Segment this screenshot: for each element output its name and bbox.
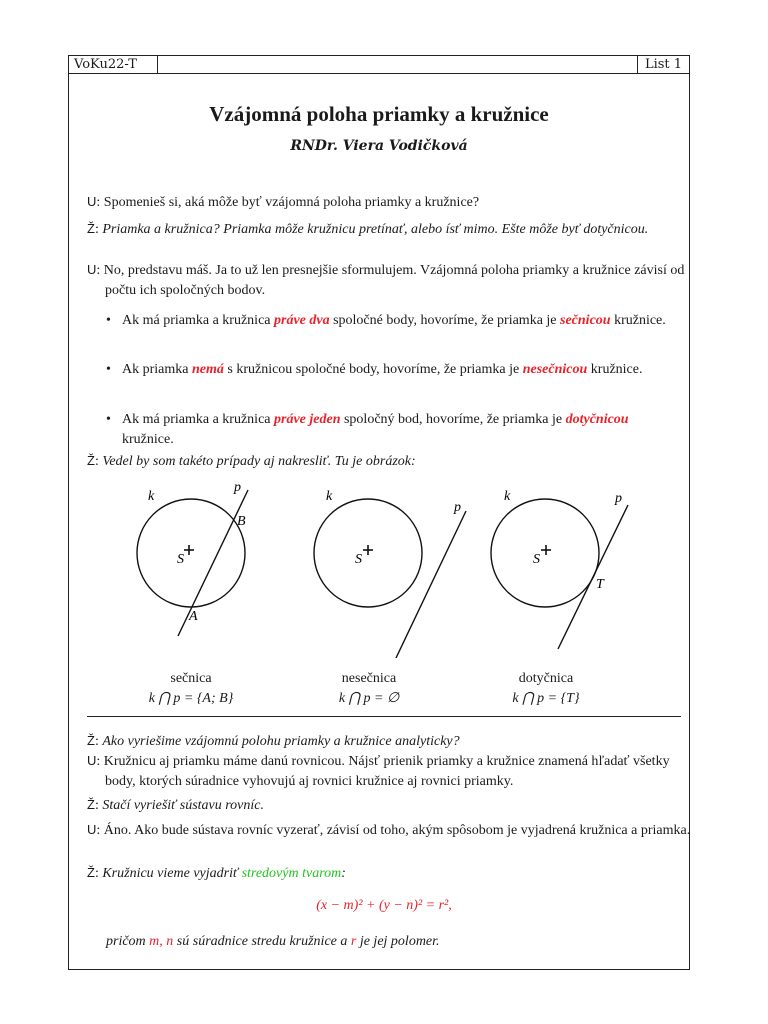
bullet-text: kružnice.: [122, 432, 174, 447]
final-vars: m, n: [149, 934, 174, 949]
bullet-text: kružnice.: [610, 313, 666, 328]
label-circle: k: [148, 489, 155, 504]
label-point-a: A: [189, 609, 198, 624]
dialog-text: Vedel by som takéto prípady aj nakresliť. Tu je obrázok:: [102, 454, 416, 469]
dialog-line-1: U: Spomenieš si, aká môže byť vzájomná poloha priamky a kružnice?: [87, 194, 480, 210]
label-center: S: [533, 552, 540, 567]
bullet-text: Ak priamka: [122, 362, 192, 377]
bullet-text: s kružnicou spoločné body, hovoríme, že priamka je: [223, 362, 523, 377]
speaker-label: Ž: [87, 453, 95, 468]
bullet-dot: •: [106, 412, 111, 427]
dialog-line-9: Ž: Kružnicu vieme vyjadriť stredovým tvarom:: [87, 865, 346, 881]
final-var-r: r: [350, 934, 357, 949]
caption-title: dotyčnica: [518, 671, 574, 686]
bullet-emphasis: sečnicou: [560, 313, 611, 328]
bullet-dot: •: [106, 313, 111, 328]
bullet-text: kružnice.: [587, 362, 643, 377]
caption-title: nesečnica: [341, 671, 397, 686]
speaker-label: U: [87, 822, 97, 837]
sheet-code: VoKu22-T: [68, 55, 158, 74]
label-line: p: [234, 480, 241, 495]
section-divider: [87, 716, 681, 717]
dialog-text: :: [341, 866, 346, 881]
bullet-text: spoločný bod, hovoríme, že priamka je: [340, 412, 566, 427]
dialog-text: Priamka a kružnica? Priamka môže kružnicu pretínať, alebo ísť mimo. Ešte môže byť dotyčnicou.: [102, 222, 649, 237]
dialog-highlight: stredovým tvarom: [241, 866, 342, 881]
speaker-label: Ž: [87, 221, 95, 236]
dialog-line-4: Ž: Vedel by som takéto prípady aj nakresliť. Tu je obrázok:: [87, 453, 416, 469]
caption-secant: [111, 669, 271, 709]
bullet-text: Ak má priamka a kružnica: [122, 313, 274, 328]
final-line: [106, 932, 681, 952]
figure-secant: [137, 480, 248, 636]
speaker-label: Ž: [87, 865, 95, 880]
page-title: Vzájomná poloha priamky a kružnice: [209, 102, 549, 126]
dialog-text: Stačí vyriešiť sústavu rovníc.: [102, 798, 264, 813]
dialog-line-6: U: Kružnicu aj priamku máme danú rovnicou. Nájsť prienik priamky a kružnice znamená hľadať všetky body, ktorých súradnice vyhovujú aj rovnici kružnice aj rovnici priamky.: [87, 753, 670, 789]
label-center: S: [355, 552, 362, 567]
line-p: [558, 505, 628, 649]
label-circle: k: [326, 489, 333, 504]
label-center: S: [177, 552, 184, 567]
caption-passant: [289, 669, 449, 709]
dialog-line-7: Ž: Stačí vyriešiť sústavu rovníc.: [87, 797, 264, 813]
figure-passant: [314, 489, 466, 658]
final-text: je jej polomer.: [356, 934, 440, 949]
label-circle: k: [504, 489, 511, 504]
equation-text: (x − m)² + (y − n)² = r²,: [316, 898, 452, 913]
final-text: pričom: [106, 934, 150, 949]
caption-relation: k ⋂ p = ∅: [338, 691, 400, 706]
caption-title: sečnica: [170, 671, 212, 686]
label-point-b: B: [237, 514, 246, 529]
bullet-emphasis: práve jeden: [274, 412, 341, 427]
label-point-t: T: [596, 577, 604, 592]
caption-tangent: [466, 669, 626, 709]
dialog-text: Kružnicu vieme vyjadriť: [102, 866, 242, 881]
bullet-emphasis: nesečnicou: [522, 362, 588, 377]
dialog-line-2: Ž: Priamka a kružnica? Priamka môže kružnicu pretínať, alebo ísť mimo. Ešte môže byť dotyčnicou.: [87, 221, 649, 237]
speaker-label: Ž: [87, 797, 95, 812]
dialog-text: Áno. Ako bude sústava rovníc vyzerať, závisí od toho, akým spôsobom je vyjadrená kružnica a priamka.: [103, 823, 691, 838]
caption-relation: k ⋂ p = {T}: [512, 691, 580, 706]
sheet-number: List 1: [637, 55, 690, 74]
bullet-item-2: [106, 360, 682, 380]
bullet-item-1: [106, 311, 682, 331]
bullet-dot: •: [106, 362, 111, 377]
circle-equation: [87, 898, 681, 914]
dialog-text: Ako vyriešime vzájomnú polohu priamky a kružnice analyticky?: [102, 734, 460, 749]
dialog-text: Spomenieš si, aká môže byť vzájomná poloha priamky a kružnice?: [103, 195, 480, 210]
dialog-line-3: U: No, predstavu máš. Ja to už len presnejšie sformulujem. Vzájomná poloha priamky a kružnice závisí od počtu ich spoločných bodov.: [87, 262, 685, 298]
final-text: sú súradnice stredu kružnice a: [173, 934, 351, 949]
circle-k: [137, 499, 245, 607]
bullet-emphasis: dotyčnicou: [565, 412, 629, 427]
line-p: [396, 511, 466, 658]
caption-relation: k ⋂ p = {A; B}: [148, 691, 234, 706]
bullet-emphasis: nemá: [191, 362, 224, 377]
circle-k: [491, 499, 599, 607]
label-line: p: [454, 500, 461, 515]
bullet-emphasis: práve dva: [274, 313, 330, 328]
bullet-text: spoločné body, hovoríme, že priamka je: [329, 313, 561, 328]
speaker-label: U: [87, 194, 97, 209]
speaker-label: U: [87, 262, 97, 277]
dialog-text: No, predstavu máš. Ja to už len presnejšie sformulujem. Vzájomná poloha priamky a kružnice závisí od počtu ich spoločných bodov.: [103, 263, 685, 298]
speaker-label: U: [87, 753, 97, 768]
dialog-line-5: Ž: Ako vyriešime vzájomnú polohu priamky a kružnice analyticky?: [87, 733, 460, 749]
bullet-text: Ak má priamka a kružnica: [122, 412, 274, 427]
figure-tangent: [491, 489, 628, 649]
author: RNDr. Viera Vodičková: [290, 138, 468, 154]
label-line: p: [615, 491, 622, 506]
dialog-line-8: U: Áno. Ako bude sústava rovníc vyzerať, závisí od toho, akým spôsobom je vyjadrená kružnica a priamka.: [87, 822, 691, 838]
speaker-label: Ž: [87, 733, 95, 748]
bullet-item-3: [106, 410, 682, 450]
dialog-text: Kružnicu aj priamku máme danú rovnicou. Nájsť prienik priamky a kružnice znamená hľadať všetky body, ktorých súradnice vyhovujú aj rovnici kružnice aj rovnici priamky.: [103, 754, 670, 789]
figures-diagram: [120, 478, 660, 658]
